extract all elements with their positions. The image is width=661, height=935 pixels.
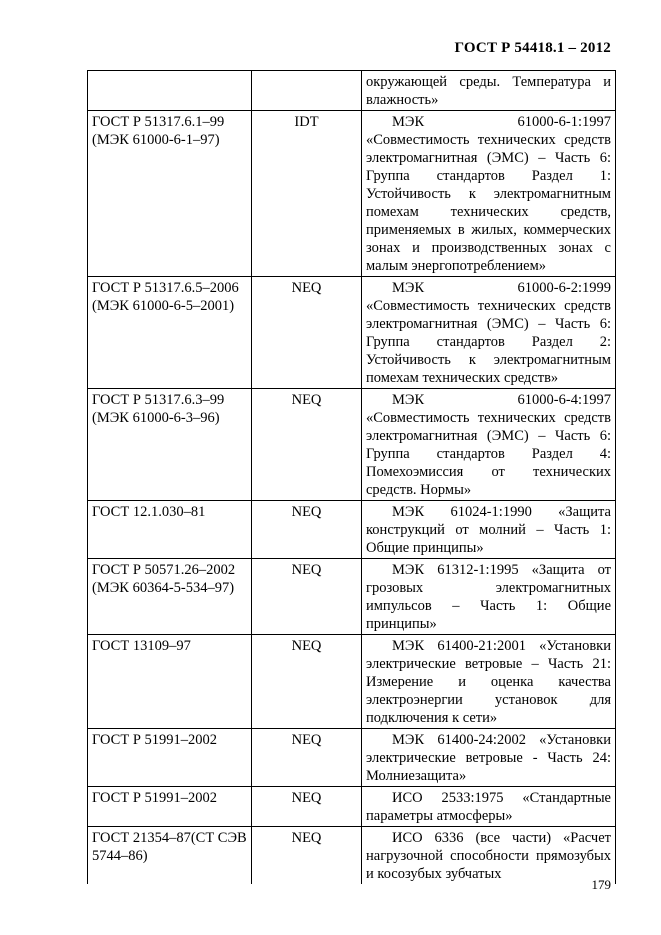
correspondence-degree-cell: NEQ [252,635,362,729]
international-standard-text: МЭК 61000-6-4:1997 «Совместимость технических средств электромагнитная (ЭМС) – Часть 6: Группа стандартов Раздел 4: Помехоэмиссия от технических средств. Нормы» [366,392,611,498]
table-row [88,111,616,277]
international-standard-text: ИСО 6336 (все части) «Расчет нагрузочной способности прямозубых и косозубых зубчатых [366,830,611,882]
gost-cell: ГОСТ Р 51317.6.5–2006 (МЭК 61000-6-5–2001) [88,277,252,389]
international-standard-text: МЭК 61312-1:1995 «Защита от грозовых электромагнитных импульсов – Часть 1: Общие принципы» [366,562,611,632]
international-standard-cell [362,787,616,827]
international-standard-cell [362,635,616,729]
correspondence-degree-cell: NEQ [252,559,362,635]
international-standard-text: ИСО 2533:1975 «Стандартные параметры атмосферы» [366,790,611,824]
international-standard-cell [362,729,616,787]
document-header: ГОСТ Р 54418.1 – 2012 [454,40,611,56]
correspondence-degree-cell: NEQ [252,501,362,559]
correspondence-degree-cell: IDT [252,111,362,277]
gost-cell: ГОСТ Р 51991–2002 [88,787,252,827]
correspondence-degree-cell: NEQ [252,729,362,787]
international-standard-text: МЭК 61024-1:1990 «Защита конструкций от молний – Часть 1: Общие принципы» [366,504,611,556]
table-row [88,787,616,827]
gost-cell: ГОСТ 12.1.030–81 [88,501,252,559]
correspondence-degree-cell: NEQ [252,277,362,389]
international-standard-text: окружающей среды. Температура и влажность» [366,74,611,108]
gost-cell: ГОСТ Р 51991–2002 [88,729,252,787]
international-standard-cell [362,111,616,277]
page-number: 179 [591,877,611,892]
international-standard-text: МЭК 61000-6-1:1997 «Совместимость технических средств электромагнитная (ЭМС) – Часть 6: Группа стандартов Раздел 1: Устойчивость к электромагнитным помехам технических средств, применяемых в жилых, коммерческих зонах и производственных зонах с малым энергопотреблением» [366,114,611,274]
table-row [88,501,616,559]
international-standard-cell [362,559,616,635]
table-row [88,635,616,729]
international-standard-cell [362,277,616,389]
international-standard-cell [362,71,616,111]
table-row [88,71,616,111]
table-row [88,389,616,501]
gost-cell: ГОСТ 21354–87(СТ СЭВ 5744–86) [88,827,252,885]
international-standard-text: МЭК 61000-6-2:1999 «Совместимость технических средств электромагнитная (ЭМС) – Часть 6: Группа стандартов Раздел 2: Устойчивость к электромагнитным помехам технических средств» [366,280,611,386]
table-row [88,559,616,635]
international-standard-cell [362,389,616,501]
correspondence-degree-cell: NEQ [252,787,362,827]
correspondence-degree-cell: NEQ [252,827,362,885]
correspondence-degree-cell: NEQ [252,389,362,501]
table-row [88,277,616,389]
gost-cell [88,71,252,111]
international-standard-cell [362,827,616,885]
international-standard-text: МЭК 61400-21:2001 «Установки электрические ветровые – Часть 21: Измерение и оценка качества электроэнергии установок для подключения к сети» [366,638,611,726]
international-standard-text: МЭК 61400-24:2002 «Установки электрические ветровые - Часть 24: Молниезащита» [366,732,611,784]
table-row [88,729,616,787]
table-row [88,827,616,885]
international-standard-cell [362,501,616,559]
gost-cell: ГОСТ 13109–97 [88,635,252,729]
gost-cell: ГОСТ Р 50571.26–2002 (МЭК 60364-5-534–97) [88,559,252,635]
correspondence-degree-cell [252,71,362,111]
gost-cell: ГОСТ Р 51317.6.1–99 (МЭК 61000-6-1–97) [88,111,252,277]
gost-cell: ГОСТ Р 51317.6.3–99 (МЭК 61000-6-3–96) [88,389,252,501]
standards-correspondence-table [87,70,616,884]
